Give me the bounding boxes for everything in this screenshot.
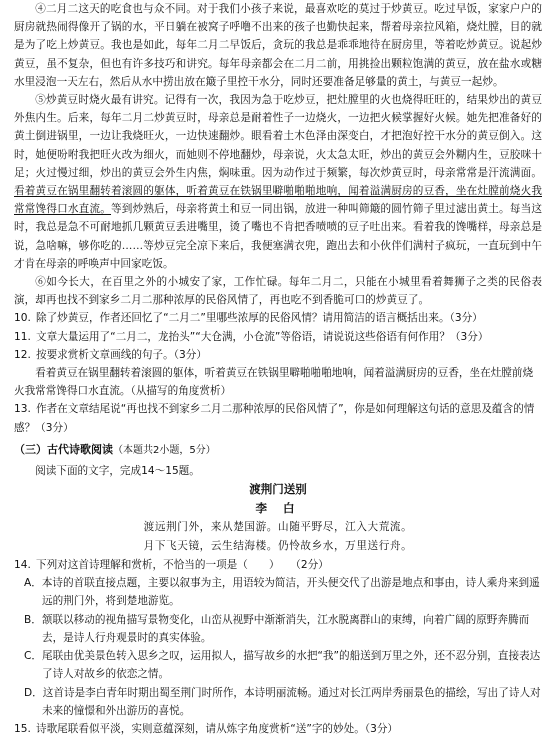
poem-line-1: 渡远荆门外，来从楚国游。山随平野尽，江入大荒流。 <box>143 521 413 534</box>
section-3-note: （本题共2小题，5分） <box>113 444 216 456</box>
section-3-heading <box>14 439 542 462</box>
question-11-text: 文章大量运用了“二月二，龙抬头”“大仓满，小仓流”等俗语，请说说这些俗语有何作用？（3分） <box>36 330 489 343</box>
section-3-instruction: 阅读下面的文字，完成14～15题。 <box>35 464 200 477</box>
question-13-text: 作者在文章结尾说“再也找不到家乡二月二那种浓厚的民俗风情了”，你是如何理解这句话的意思及蕴含的情感？（3分） <box>14 403 535 434</box>
question-15-number: 15. <box>14 722 31 735</box>
question-14-text: 下列对这首诗理解和赏析，不恰当的一项是（ ） （2分） <box>36 559 329 572</box>
passage-paragraph-6: ⑥如今长大，在百里之外的小城安了家，工作忙碌。每年二月二，只能在小城里看着舞狮子之类的民俗表演，却再也找不到家乡二月二那种浓厚的民俗风情了，再也吃不到香脆可口的炒黄豆了。 <box>14 276 542 307</box>
exam-page <box>14 0 542 738</box>
poem-author: 李 白 <box>255 501 301 516</box>
passage-paragraph-5-part-b: 等到炒熟后，母亲将黄土和豆一同出锅，放进一种叫筛簸的圆竹筛子里过滤出黄土。每当这时，我总是急不可耐地抓几颗黄豆丢进嘴里，烫了嘴也不肯把香喷喷的豆子吐出来。看着我的馋嘴样，母亲总是说，急啥嘛，够你吃的……等炒豆完全凉下来后，我便塞满衣兜，跑出去和小伙伴们满村子疯玩，一直玩到中午才肯在母亲的呼唤声中回家吃饭。 <box>14 203 543 270</box>
question-10-number: 10. <box>14 312 31 325</box>
question-14-option-b: B．颔联以移动的视角描写景物变化，山峦从视野中渐渐消失，江水脱离群山的束缚，向着广阔的原野奔腾而去，是诗人行舟观景时的真实体验。 <box>24 613 530 644</box>
question-11 <box>14 328 542 346</box>
question-12-number: 12. <box>14 348 31 361</box>
question-15-text: 诗歌尾联看似平淡，实则意蕴深刻，请从炼字角度赏析“送”字的妙处。（3分） <box>36 722 399 735</box>
question-12-text: 按要求赏析文章画线的句子。（3分） <box>36 348 207 361</box>
passage-paragraph-5-part-a: ⑤炒黄豆时烧火最有讲究。记得有一次，我因为急于吃炒豆，把灶膛里的火也烧得旺旺的，结果炒出的黄豆外焦内生。后来，每年二月二炒黄豆时，母亲总是耐着性子一边烧火，一边把火候掌握好火候。她先把准备好的黄土倒进锅里，一边让我烧旺火，一边快速翻炒。眼看着土木色泽由深变白，才把泡好控干水分的黄豆倒入。这时，她便吩咐我把旺火改为细火，而她则不停地翻炒，母亲说，火太急太旺，炒出的黄豆会外糊内生，豆胶咪十足；火过慢过细，炒出的黄豆会外生内焦，焖味重。因为动作过于频繁，每次炒黄豆时，母亲常常是汗流满面。 <box>14 94 542 179</box>
passage-paragraph-4: ④二月二这天的吃食也与众不同。对于我们小孩子来说，最喜欢吃的莫过于炒黄豆。吃过早饭，家家户户的厨房就热闹得像开了锅的水，平日躺在被窝子呼噜不出来的孩子也勤快起来，帮着母亲拉风箱，烧灶膛，目的就是为了吃上炒黄豆。我也是如此，每年二月二早饭后，贪玩的我总是乖乖地待在厨房里，等着吃炒黄豆。说起炒黄豆，虽不复杂，但也有许多技巧和讲究。每年母亲都会在二月二前，用挑捡出颗粒饱满的黄豆，放在盐水或糖水里浸泡一天左右，然后从水中捞出放在簸子里控干水分，同时还要准备足够量的黄土，与黄豆一起炒。 <box>14 3 542 88</box>
question-15 <box>14 720 542 738</box>
question-14-option-c: C．尾联由优美景色转入思乡之叹，运用拟人，描写故乡的水把“我”的船送到万里之外，还不忍分别，直接表达了诗人对故乡的依恋之情。 <box>24 650 541 681</box>
question-12-quote: 看着黄豆在锅里翻转着滚圆的躯体，听着黄豆在铁锅里噼啪啪啪地响，闻着溢满厨房的豆香，坐在灶膛前烧火我常常馋得口水直流。（从描写的角度赏析） <box>14 367 534 398</box>
question-14-number: 14. <box>14 559 31 572</box>
question-14-option-d: D．这首诗是李白青年时期出蜀至荆门时所作，本诗明丽流畅。通过对长江两岸秀丽景色的描绘，写出了诗人对未来的憧憬和外出游历的喜悦。 <box>24 686 541 717</box>
question-11-number: 11. <box>14 330 31 343</box>
passage-paragraph-5 <box>14 91 542 273</box>
poem-line-2: 月下飞天镜，云生结海楼。仍怜故乡水，万里送行舟。 <box>143 540 413 553</box>
question-13 <box>14 400 542 436</box>
question-13-number: 13. <box>14 403 31 416</box>
question-12 <box>14 346 542 364</box>
question-14-option-a: A．本诗的首联直接点题，主要以叙事为主，用语较为简洁，开头便交代了出游是地点和事由，诗人乘舟来到遥远的荆门外，将到楚地游览。 <box>24 577 540 608</box>
question-14 <box>14 556 542 574</box>
underlined-sentence: 看着黄豆在锅里翻转着滚圆的躯体，听着黄豆在铁锅里噼啪啪啪地响，闻着溢满厨房的豆香，坐在灶膛前烧火我常常馋得口水直流。 <box>14 185 542 216</box>
question-10-text: 除了炒黄豆，作者还回忆了“二月二”里哪些浓厚的民俗风情？请用简洁的语言概括出来。（3分） <box>36 312 483 325</box>
section-3-title: （三）古代诗歌阅读 <box>14 442 113 456</box>
question-10 <box>14 309 542 327</box>
poem-title: 渡荆门送别 <box>249 482 307 497</box>
